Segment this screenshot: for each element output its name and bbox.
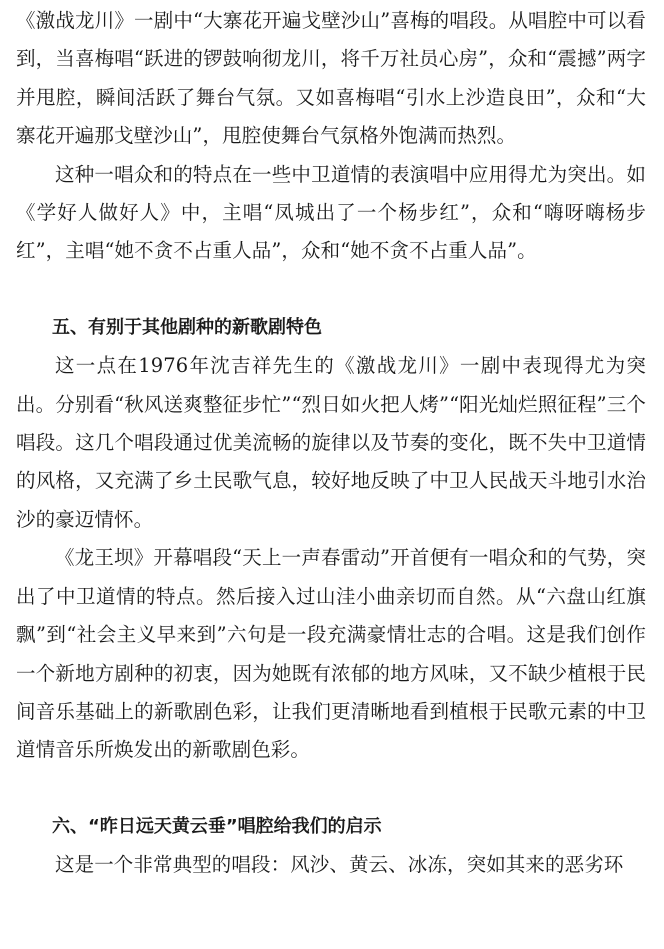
body-paragraph: 这种一唱众和的特点在一些中卫道情的表演唱中应用得尤为突出。如《学好人做好人》中，主唱“凤城出了一个杨步红”，众和“嗨呀嗨杨步红”，主唱“她不贪不占重人品”，众和“她不贪不占重人品”。 — [16, 162, 646, 263]
body-paragraph: 《激战龙川》一剧中“大寨花开遍戈壁沙山”喜梅的唱段。从唱腔中可以看到，当喜梅唱“跃进的锣鼓响彻龙川，将千万社员心房”，众和“震撼”两字并甩腔，瞬间活跃了舞台气氛。又如喜梅唱“引水上沙造良田”，众和“大寨花开遍那戈壁沙山”，甩腔使舞台气氛格外饱满而热烈。 — [16, 9, 646, 148]
section-heading: 五、有别于其他剧种的新歌剧特色 — [52, 316, 322, 338]
body-paragraph: 这是一个非常典型的唱段：风沙、黄云、冰冻，突如其来的恶劣环 — [55, 853, 624, 877]
body-paragraph: 《龙王坝》开幕唱段“天上一声春雷动”开首便有一唱众和的气势，突出了中卫道情的特点。然后接入过山洼小曲亲切而自然。从“六盘山红旗飘”到“社会主义早来到”六句是一段充满豪情壮志的合唱。这是我们创作一个新地方剧种的初衷，因为她既有浓郁的地方风味，又不缺少植根于民间音乐基础上的新歌剧色彩，让我们更清晰地看到植根于民歌元素的中卫道情音乐所焕发出的新歌剧色彩。 — [16, 546, 646, 762]
body-paragraph: 这一点在1976年沈吉祥先生的《激战龙川》一剧中表现得尤为突出。分别看“秋风送爽整征步忙”“烈日如火把人烤”“阳光灿烂照征程”三个唱段。这几个唱段通过优美流畅的旋律以及节奏的变化，既不失中卫道情的风格，又充满了乡土民歌气息，较好地反映了中卫人民战天斗地引水治沙的豪迈情怀。 — [16, 354, 646, 531]
section-heading: 六、“昨日远天黄云垂”唱腔给我们的启示 — [52, 815, 382, 837]
document-page — [16, 0, 646, 885]
